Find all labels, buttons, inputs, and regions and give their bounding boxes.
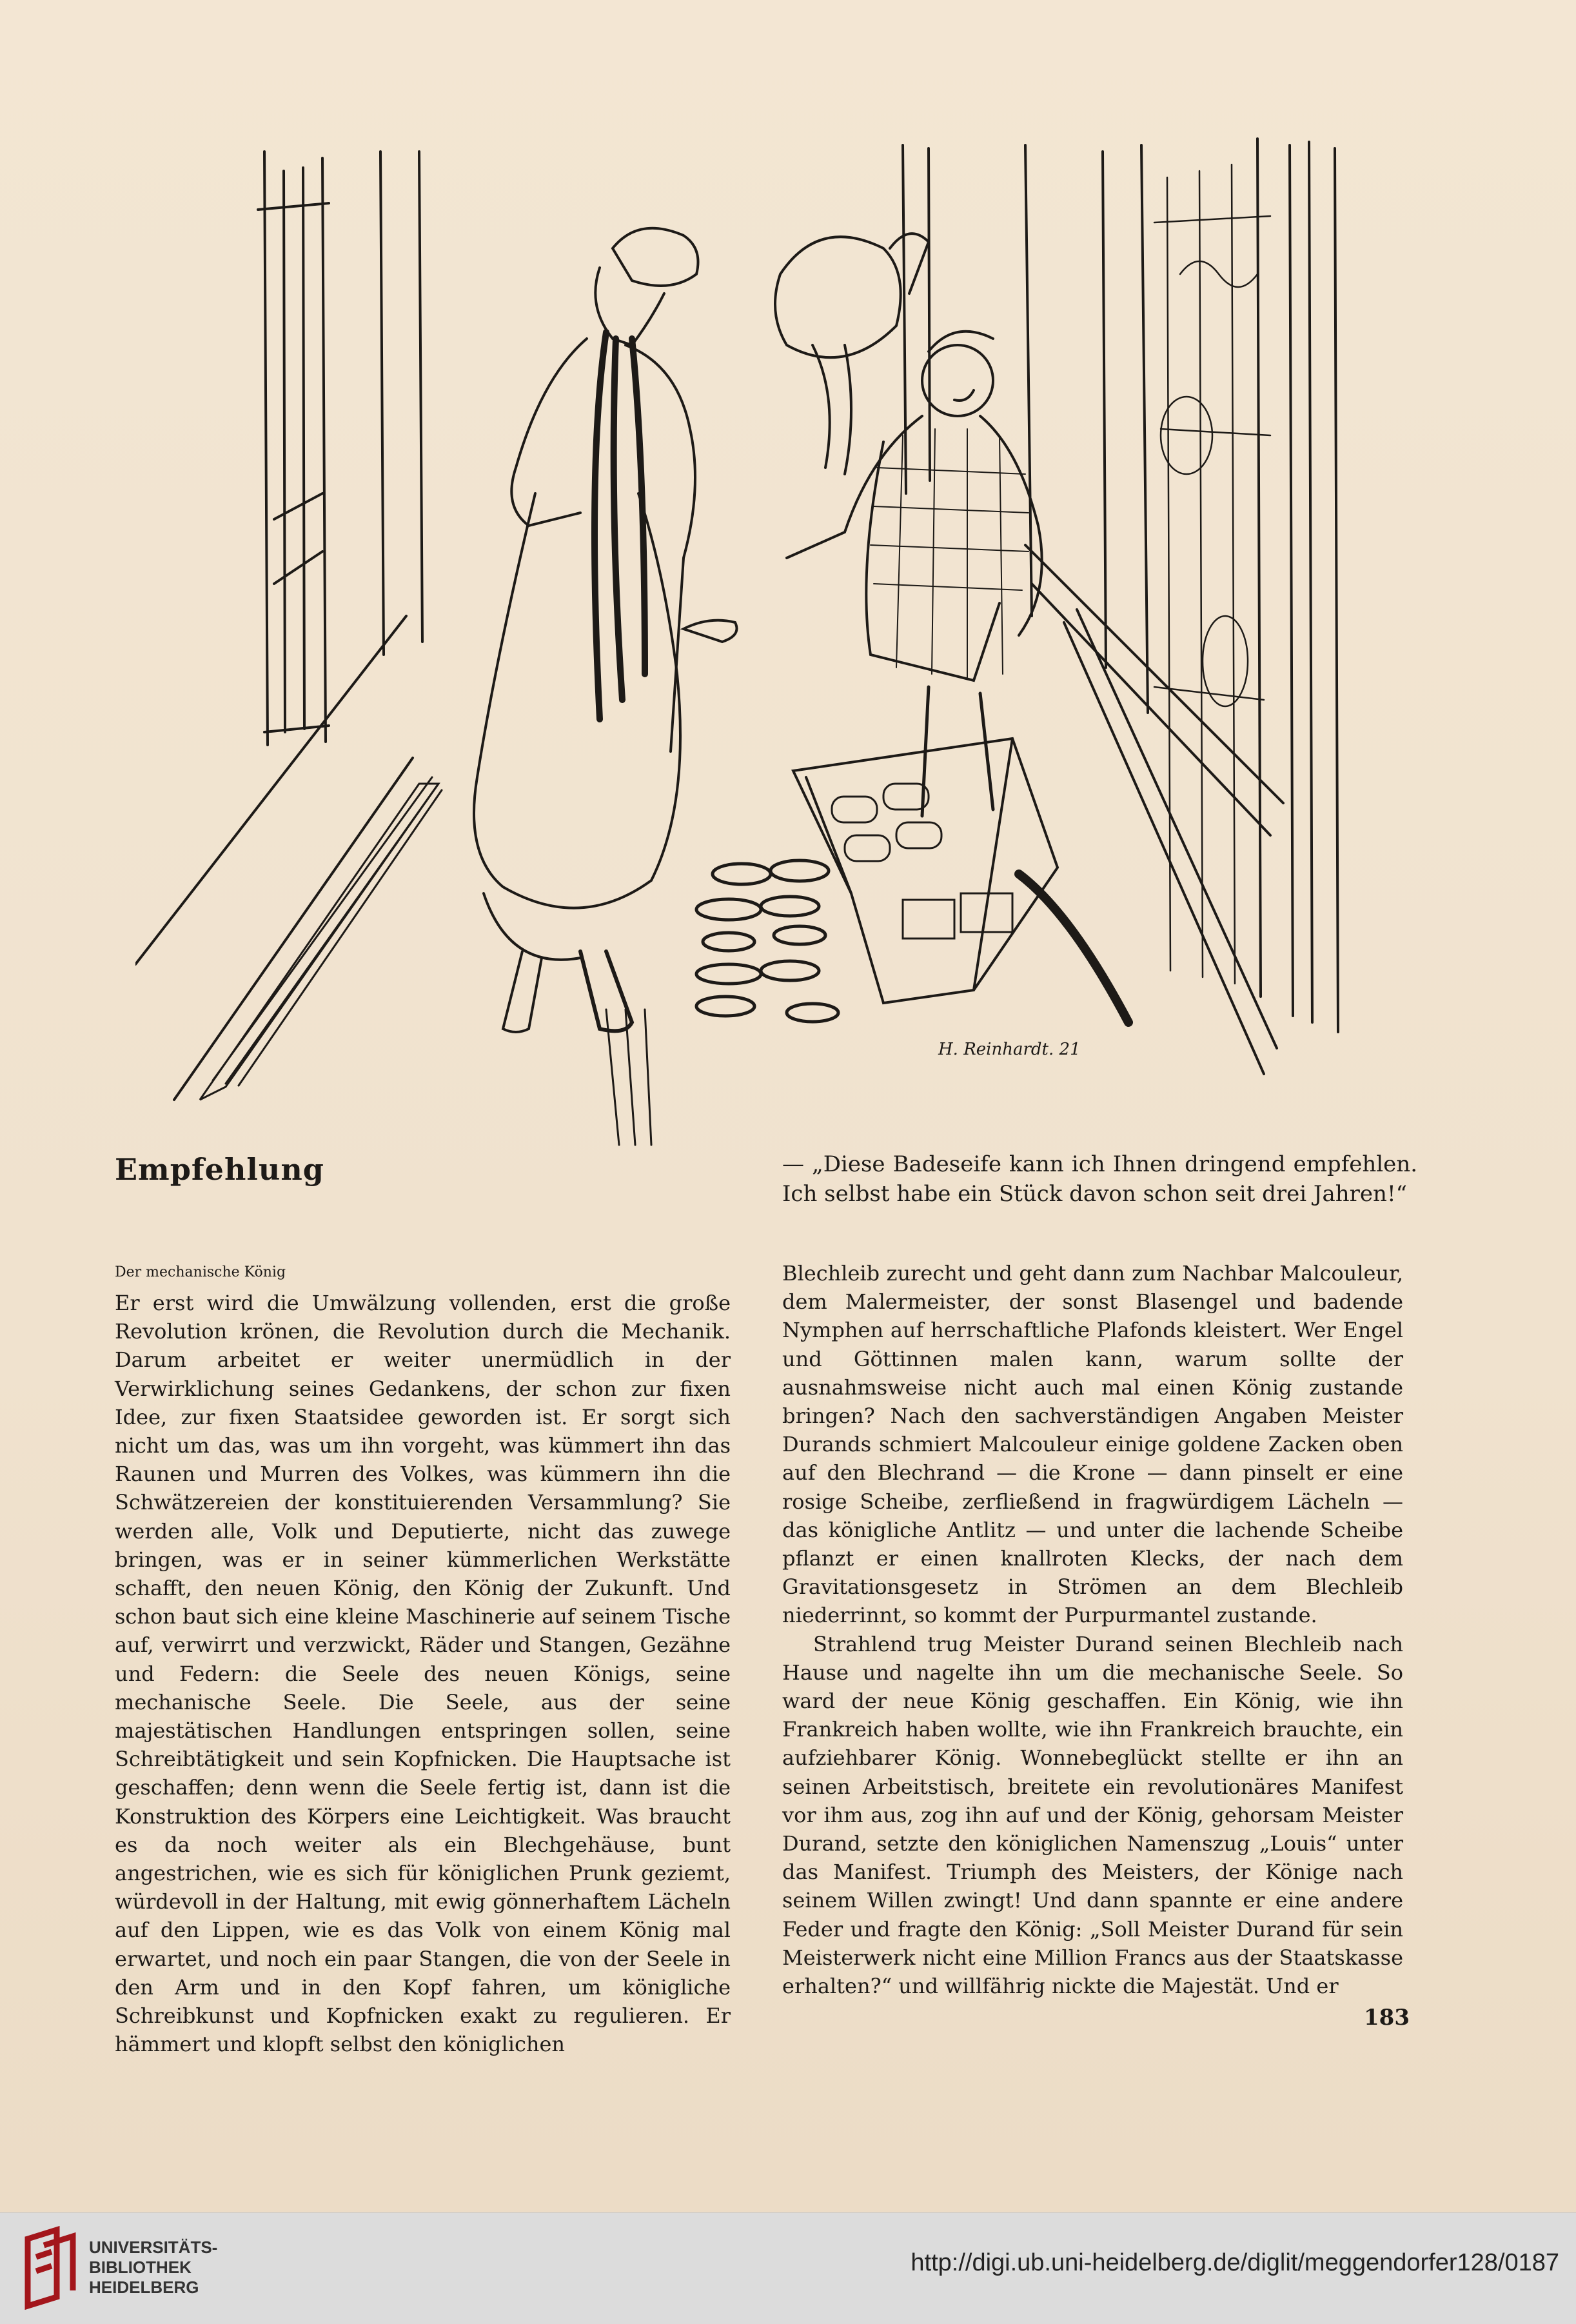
story-left-column: [115, 1289, 731, 2058]
story-paragraph: Blechleib zurecht und geht dann zum Nachbar Malcouleur, dem Malermeister, der sonst Blasengel und badende Nymphen auf herrschaftliche Plafonds kleistert. Wer Engel und Göttinnen malen kann, warum sollte der ausnahmsweise nicht auch mal einen König zustande bringen? Nach den sachverständigen Angaben Meister Durands schmiert Malcouleur einige goldene Zacken oben auf den Blechrand — die Krone — dann pinselt er eine rosige Scheibe, zerfließend in fragwürdigem Lächeln — das königliche Antlitz — und unter die lachende Scheibe pflanzt er einen knallroten Klecks, der nach dem Gravitationsgesetz in Strömen an dem Blechleib niederrinnt, so kommt der Purpurmantel zustande.: [782, 1261, 1403, 1628]
caption-quote-line-2: Ich selbst habe ein Stück davon schon seit drei Jahren!“: [782, 1181, 1407, 1207]
artist-signature: H. Reinhardt. 21: [938, 1040, 1081, 1059]
street-scene-illustration: [135, 132, 1406, 1148]
library-footer: [0, 2212, 1576, 2324]
story-paragraph: Strahlend trug Meister Durand seinen Blechleib nach Hause und nagelte ihn um die mechanische Seele. So ward der neue König geschaffen. Ein König, wie ihn Frankreich haben wollte, wie ihn Frankreich brauchte, ein aufziehbarer König. Wonnebeglückt stellte er ihn an seinen Arbeitstisch, breitete ein revolutionäres Manifest vor ihm aus, zog ihn auf und der König, gehorsam Meister Durand, setzte den königlichen Namenszug „Louis“ unter das Manifest. Triumph des Meisters, der Könige nach seinem Willen zwingt! Und dann spannte er eine andere Feder und fragte den König: „Soll Meister Durand für sein Meisterwerk nicht eine Million Francs aus der Staatskasse erhalten?“ und willfährig nickte die Majestät. Und er: [782, 1631, 1403, 1999]
ub-heidelberg-logo-icon[interactable]: [18, 2226, 83, 2310]
caption-quote: [782, 1149, 1417, 1209]
caption-quote-line-1: — „Diese Badeseife kann ich Ihnen dringend empfehlen.: [782, 1151, 1417, 1177]
story-right-column: [782, 1259, 1403, 2000]
story-title: Der mechanische König: [115, 1264, 286, 1280]
caption-title: Empfehlung: [115, 1152, 324, 1187]
story-paragraph: Er erst wird die Umwälzung vollenden, erst die große Revolution krönen, die Revolution durch die Mechanik. Darum arbeitet er weiter unermüdlich in der Verwirklichung seines Gedankens, der schon zur fixen Idee, zur fixen Staatsidee geworden ist. Er sorgt sich nicht um das, was um ihn vorgeht, was kümmert ihn das Raunen und Murren des Volkes, was kümmern ihn die Schwätzereien der konstituierenden Versammlung? Sie werden alle, Volk und Deputierte, nicht das zuwege bringen, was er in seiner kümmerlichen Werkstätte schafft, den neuen König, den König der Zukunft. Und schon baut sich eine kleine Maschinerie auf seinem Tische auf, verwirrt und verzwickt, Räder und Stangen, Gezähne und Federn: die Seele des neuen Königs, seine mechanische Seele. Die Seele, aus der seine majestätischen Handlungen entspringen sollen, seine Schreibtätigkeit und sein Kopfnicken. Die Hauptsache ist geschaffen; denn wenn die Seele fertig ist, dann ist die Konstruktion des Körpers eine Leichtigkeit. Was braucht es da noch weiter als ein Blechgehäuse, bunt angestrichen, wie es sich für königlichen Prunk geziemt, würdevoll in der Haltung, mit ewig gönnerhaftem Lächeln auf den Lippen, wie es das Volk von einem König mal erwartet, und noch ein paar Stangen, die von der Seele in den Arm und in den Kopf fahren, um königliche Schreibkunst und Kopfnicken exakt zu regulieren. Er hämmert und klopft selbst den königlichen: [115, 1291, 731, 2057]
library-name[interactable]: UNIVERSITÄTS- BIBLIOTHEK HEIDELBERG: [89, 2238, 218, 2297]
permalink-url[interactable]: http://digi.ub.uni-heidelberg.de/diglit/meggendorfer128/0187: [911, 2249, 1559, 2276]
page-number: 183: [1364, 2005, 1410, 2031]
